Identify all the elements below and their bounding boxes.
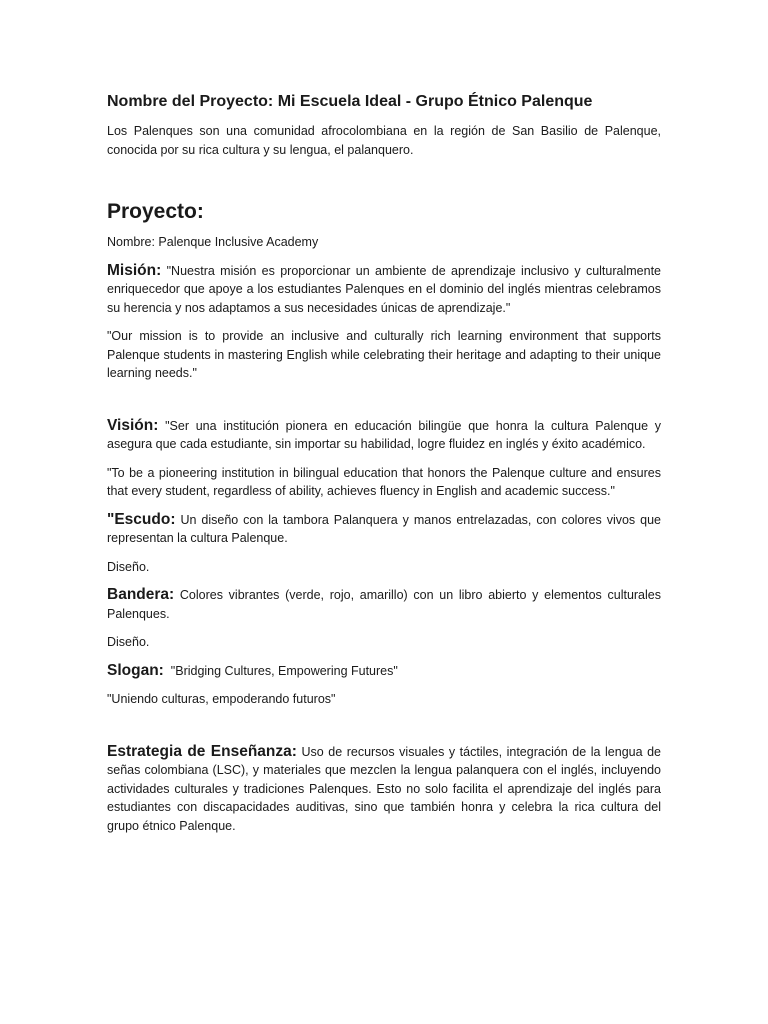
escudo-text: Un diseño con la tambora Palanquera y manos entrelazadas, con colores vivos que representan la cultura Palenque. bbox=[107, 512, 661, 545]
slogan-text-en: "Bridging Cultures, Empowering Futures" bbox=[163, 663, 398, 678]
escudo-label: "Escudo: bbox=[107, 510, 176, 528]
intro-paragraph: Los Palenques son una comunidad afrocolombiana en la región de San Basilio de Palenque, conocida por su rica cultura y su lengua, el palanquero. bbox=[107, 124, 661, 157]
bandera-diseno: Diseño. bbox=[107, 635, 150, 649]
bandera-text: Colores vibrantes (verde, rojo, amarillo) con un libro abierto y elementos culturales Palenques. bbox=[107, 588, 661, 621]
bandera-label: Bandera: bbox=[107, 586, 175, 603]
vision-label: Visión: bbox=[107, 416, 159, 434]
mision-label: Misión: bbox=[107, 261, 162, 279]
vision-paragraph bbox=[107, 417, 661, 454]
estrategia-paragraph bbox=[107, 743, 661, 836]
slogan-label: Slogan: bbox=[107, 661, 164, 679]
project-name: Nombre: Palenque Inclusive Academy bbox=[107, 235, 319, 249]
bandera-paragraph bbox=[107, 586, 661, 623]
project-heading: Proyecto: bbox=[107, 200, 204, 223]
escudo-diseno: Diseño. bbox=[107, 559, 150, 574]
slogan-paragraph bbox=[107, 662, 661, 681]
document-title: Nombre del Proyecto: Mi Escuela Ideal - Grupo Étnico Palenque bbox=[107, 93, 593, 110]
estrategia-text: Uso de recursos visuales y táctiles, integración de la lengua de señas colombiana (LSC), y materiales que mezclen la lengua palanquera con el inglés, incluyendo actividades culturales y tradiciones Palenques. Esto no solo facilita el aprendizaje del inglés para estudiantes con discapacidades auditivas, sino que también honra y celebra la rica cultura del grupo étnico Palenque. bbox=[107, 744, 661, 833]
vision-text-es: "Ser una institución pionera en educación bilingüe que honra la cultura Palenque y asegura que cada estudiante, sin importar su habilidad, logre fluidez en inglés y éxito académico. bbox=[107, 418, 661, 451]
estrategia-label: Estrategia de Enseñanza: bbox=[107, 742, 297, 760]
mision-paragraph bbox=[107, 262, 661, 318]
escudo-paragraph bbox=[107, 511, 661, 548]
mision-text-en: "Our mission is to provide an inclusive and culturally rich learning environment that supports Palenque students in mastering English while celebrating their heritage and adapting to their unique learning needs." bbox=[107, 329, 661, 380]
vision-text-en: "To be a pioneering institution in bilingual education that honors the Palenque culture and ensures that every student, regardless of ability, achieves fluency in English and academic success." bbox=[107, 465, 661, 498]
slogan-text-es: "Uniendo culturas, empoderando futuros" bbox=[107, 692, 336, 706]
mision-text-es: "Nuestra misión es proporcionar un ambiente de aprendizaje inclusivo y culturalmente enriquecedor que apoye a los estudiantes Palenques en el dominio del inglés mientras celebramos su herencia y nos adaptamos a sus necesidades únicas de aprendizaje." bbox=[107, 263, 661, 315]
